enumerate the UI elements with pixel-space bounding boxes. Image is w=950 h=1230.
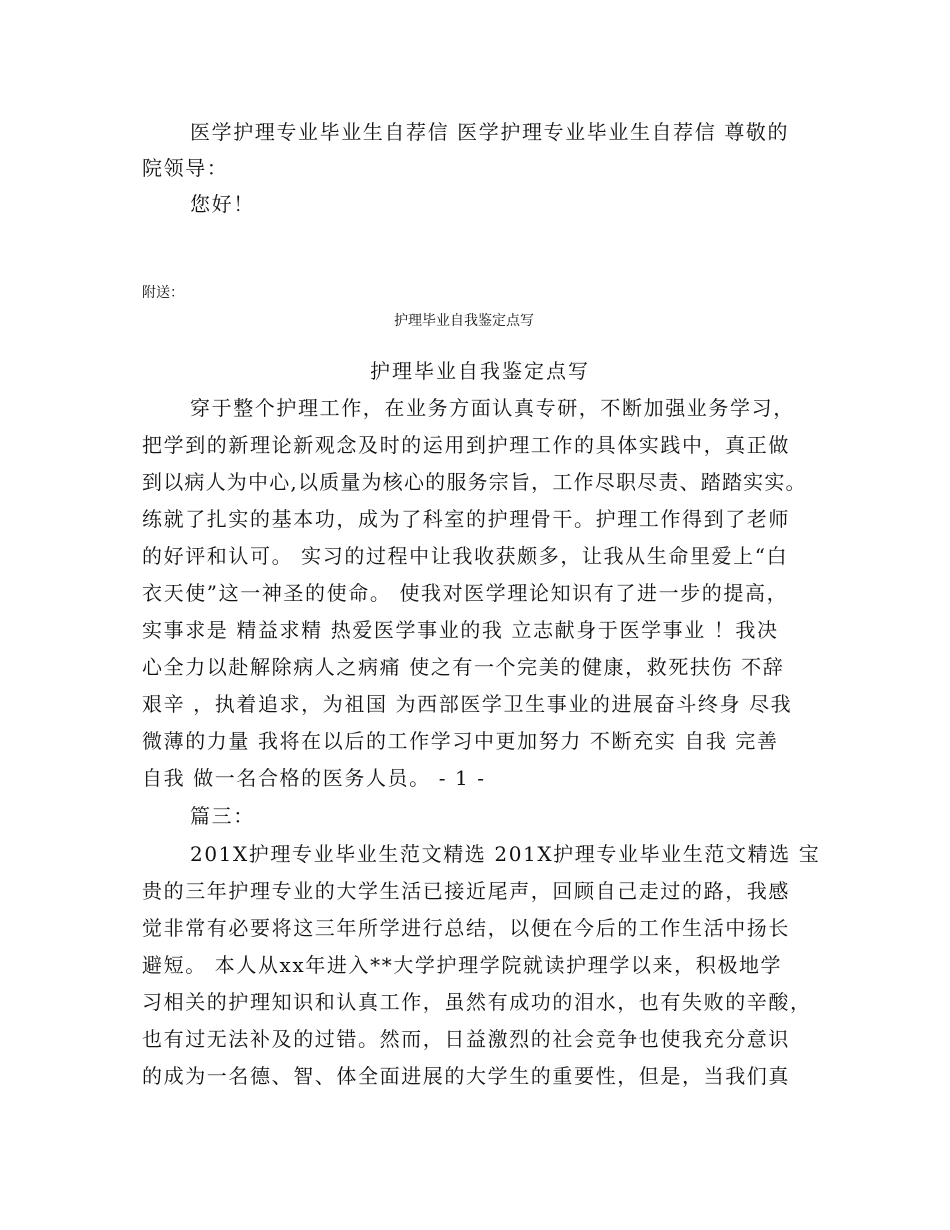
- letter-salutation: 院领导：: [142, 156, 229, 180]
- appendix-label: 附送：: [142, 285, 184, 301]
- body-line: 实事求是 精益求精 热爱医学事业的我 立志献身于医学事业 ！我决: [142, 618, 779, 642]
- part3-line: 的成为一名德、智、体全面进展的大学生的重要性，但是，当我们真: [142, 1064, 790, 1088]
- small-section-title: 护理毕业自我鉴定点写: [394, 313, 534, 329]
- letter-greeting: 您好！: [190, 192, 255, 216]
- part3-label: 篇三：: [190, 804, 255, 828]
- letter-heading-line: 医学护理专业毕业生自荐信 医学护理专业毕业生自荐信 尊敬的: [190, 120, 790, 144]
- body-line: 练就了扎实的基本功，成为了科室的护理骨干。护理工作得到了老师: [142, 507, 790, 531]
- body-line: 把学到的新理论新观念及时的运用到护理工作的具体实践中，真正做: [142, 433, 790, 457]
- body-line: 到以病人为中心,以质量为核心的服务宗旨，工作尽职尽责、踏踏实实。: [142, 470, 807, 494]
- body-line: 穿于整个护理工作，在业务方面认真专研，不断加强业务学习，: [190, 396, 795, 420]
- body-line: 衣天使”这一神圣的使命。 使我对医学理论知识有了进一步的提高，: [142, 581, 789, 605]
- part3-line: 觉非常有必要将这三年所学进行总结，以便在今后的工作生活中扬长: [142, 916, 790, 940]
- part3-line: 习相关的护理知识和认真工作，虽然有成功的泪水，也有失败的辛酸，: [142, 990, 812, 1014]
- part3-line: 也有过无法补及的过错。然而，日益激烈的社会竞争也使我充分意识: [142, 1027, 790, 1051]
- body-line: 艰辛 ，执着追求，为祖国 为西部医学卫生事业的进展奋斗终身 尽我: [142, 692, 793, 716]
- part3-line: 避短。 本人从xx年进入**大学护理学院就读护理学以来，积极地学: [142, 953, 783, 977]
- body-line: 微薄的力量 我将在以后的工作学习中更加努力 不断充实 自我 完善: [142, 729, 779, 753]
- body-line: 心全力以赴解除病人之病痛 使之有一个完美的健康，救死扶伤 不辞: [142, 655, 785, 679]
- section-title: 护理毕业自我鉴定点写: [370, 359, 590, 383]
- body-line: 的好评和认可。 实习的过程中让我收获颇多，让我从生命里爱上“白: [142, 544, 789, 568]
- part3-line: 贵的三年护理专业的大学生活已接近尾声，回顾自己走过的路，我感: [142, 879, 790, 903]
- body-line: 自我 做一名合格的医务人员。 - 1 -: [142, 766, 486, 790]
- part3-line: 201X护理专业毕业生范文精选 201X护理专业毕业生范文精选 宝: [190, 842, 821, 866]
